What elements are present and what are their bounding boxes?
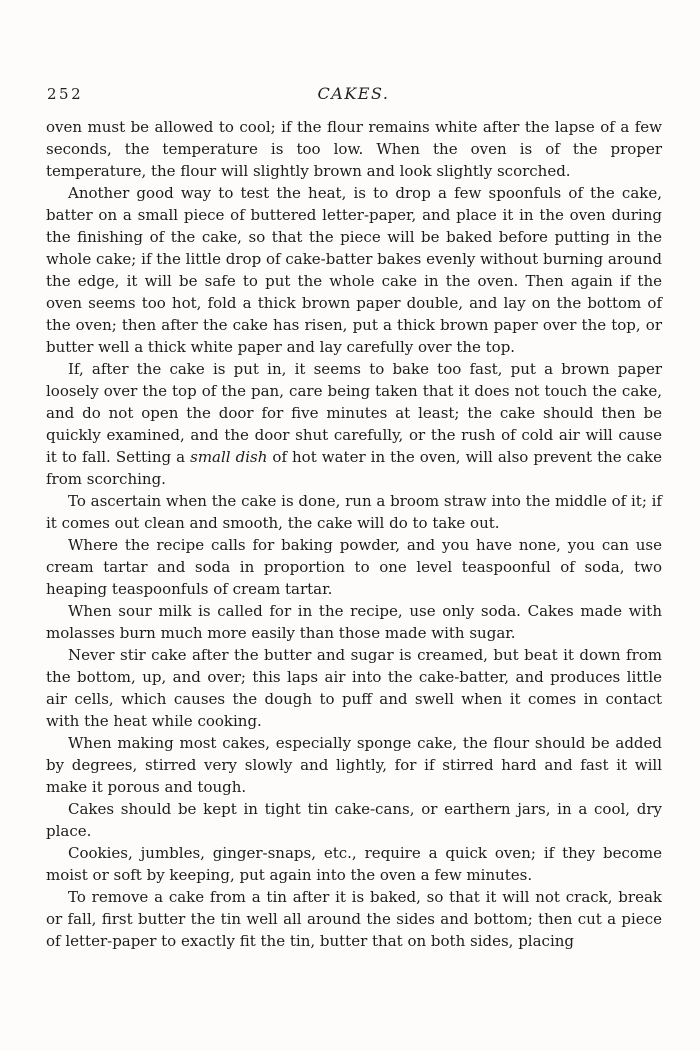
paragraph xyxy=(46,534,662,600)
paragraph xyxy=(46,600,662,644)
paragraph xyxy=(46,116,662,182)
paragraph xyxy=(46,490,662,534)
text-segment: Another good way to test the heat, is to drop a few spoonfuls of the cake, batter on a small piece of buttered letter-paper, and place it in the oven during the finishing of the cake, so that the piece will be baked before putting in the whole cake; if the little drop of cake-batter bakes evenly without burning around the edge, it will be safe to put the whole cake in the oven. Then again if the oven seems too hot, fold a thick brown paper double, and lay on the bottom of the oven; then after the cake has risen, put a thick brown paper over the top, or butter well a thick white paper and lay carefully over the top. xyxy=(46,184,662,356)
paragraph xyxy=(46,798,662,842)
paragraph xyxy=(46,358,662,490)
paragraph xyxy=(46,842,662,886)
text-segment: If, after the cake is put in, it seems to bake too fast, put a brown paper loosely over the top of the pan, care being taken that it does not touch the cake, and do not open the door for five minutes at least; the cake should then be quickly examined, and the door shut carefully, or the rush of cold air will cause it to fall. Setting a xyxy=(46,360,662,466)
running-title: CAKES. xyxy=(317,84,390,103)
page-number: 252 xyxy=(47,85,84,103)
text-segment: To remove a cake from a tin after it is baked, so that it will not crack, break or fall, first butter the tin well all around the sides and bottom; then cut a piece of letter-paper to exactly fit the tin, butter that on both sides, placing xyxy=(46,888,662,950)
text-segment: oven must be allowed to cool; if the flour remains white after the lapse of a few seconds, the temperature is too low. When the oven is of the proper temperature, the flour will slightly brown and look slightly scorched. xyxy=(46,118,662,180)
text-segment: Never stir cake after the butter and sugar is creamed, but beat it down from the bottom, up, and over; this laps air into the cake-batter, and produces little air cells, which causes the dough to puff and swell when it comes in contact with the heat while cooking. xyxy=(46,646,662,730)
text-segment: To ascertain when the cake is done, run a broom straw into the middle of it; if it comes out clean and smooth, the cake will do to take out. xyxy=(46,492,662,532)
text-segment: Where the recipe calls for baking powder, and you have none, you can use cream tartar and soda in proportion to one level teaspoonful of soda, two heaping teaspoonfuls of cream tartar. xyxy=(46,536,662,598)
text-segment: of hot water in the oven, will also prevent the cake from scorching. xyxy=(46,448,662,488)
text-segment: When sour milk is called for in the recipe, use only soda. Cakes made with molasses burn much more easily than those made with sugar. xyxy=(46,602,662,642)
paragraph xyxy=(46,732,662,798)
page-body xyxy=(46,116,662,952)
paragraph xyxy=(46,886,662,952)
paragraph xyxy=(46,644,662,732)
page-header xyxy=(47,84,660,106)
paragraph xyxy=(46,182,662,358)
text-segment: When making most cakes, especially sponge cake, the flour should be added by degrees, stirred very slowly and lightly, for if stirred hard and fast it will make it porous and tough. xyxy=(46,734,662,796)
text-segment: Cookies, jumbles, ginger-snaps, etc., require a quick oven; if they become moist or soft by keeping, put again into the oven a few minutes. xyxy=(46,844,662,884)
text-segment: Cakes should be kept in tight tin cake-cans, or earthern jars, in a cool, dry place. xyxy=(46,800,662,840)
italic-text-segment: small dish xyxy=(190,448,268,466)
